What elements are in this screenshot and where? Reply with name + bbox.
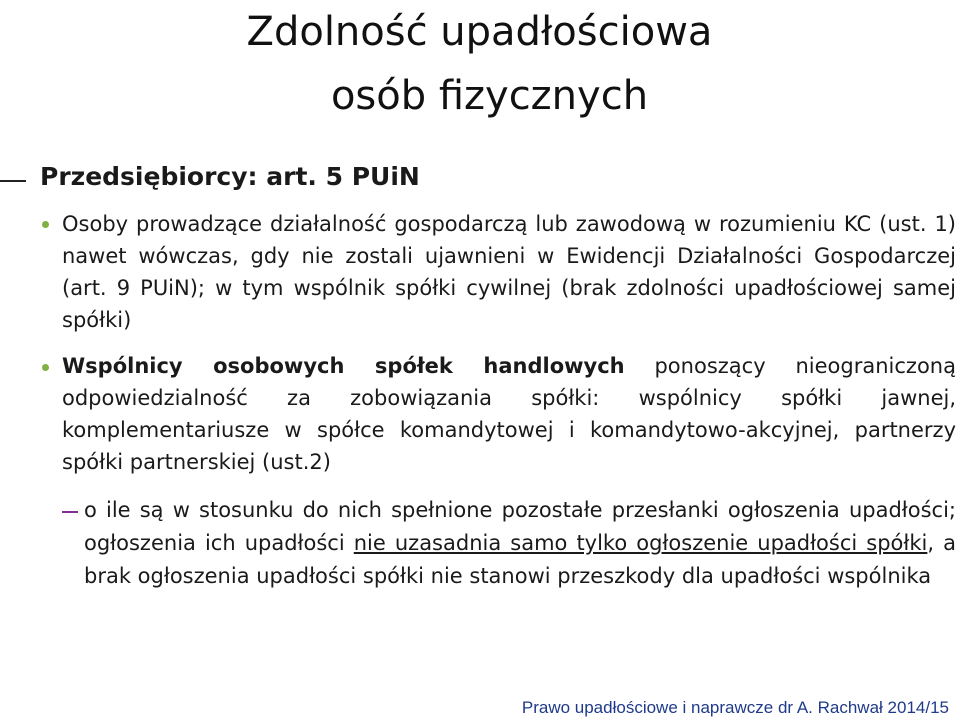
bullet-2-text: ponoszący nieograniczoną odpowiedzialność za zobowiązania spółki: wspólnicy spółki jawnej, komplementariusze w spółce komandytowej i komandytowo-akcyjnej, partnerzy spółki partnerskiej (ust.2) xyxy=(62,354,956,474)
sub-bullet-dash-icon xyxy=(62,511,78,513)
bullet-dot-icon xyxy=(42,364,49,371)
bullet-paragraph-2 xyxy=(62,350,956,478)
bullet-paragraph-1 xyxy=(62,208,956,336)
sub-bullet-paragraph xyxy=(84,494,956,593)
sub-text-part-2: , a brak ogłoszenia upadłości spółki nie stanowi przeszkody dla upadłości wspólnika xyxy=(84,531,956,588)
section-heading: Przedsiębiorcy: art. 5 PUiN xyxy=(40,162,420,191)
bullet-dot-icon xyxy=(42,221,49,228)
sub-text-part-1: o ile są w stosunku do nich spełnione pozostałe przesłanki ogłoszenia upadłości; ogłoszenia ich upadłości xyxy=(84,498,956,555)
slide-title xyxy=(0,0,959,128)
sub-text-underlined: nie uzasadnia samo tylko ogłoszenie upadłości spółki xyxy=(353,531,928,555)
bullet-2-strong: Wspólnicy osobowych spółek handlowych xyxy=(62,354,625,378)
slide-title-line-1: Zdolność upadłościowa xyxy=(246,9,713,55)
slide-footer: Prawo upadłościowe i naprawcze dr A. Rachwał 2014/15 xyxy=(521,698,949,717)
slide-title-line-2: osób fizycznych xyxy=(330,73,649,119)
section-dash-icon xyxy=(0,180,26,182)
bullet-1-text: Osoby prowadzące działalność gospodarczą lub zawodową w rozumieniu KC (ust. 1) nawet wówczas, gdy nie zostali ujawnieni w Ewidencji Działalności Gospodarczej (art. 9 PUiN); w tym wspólnik spółki cywilnej (brak zdolności upadłościowej samej spółki) xyxy=(62,212,956,332)
